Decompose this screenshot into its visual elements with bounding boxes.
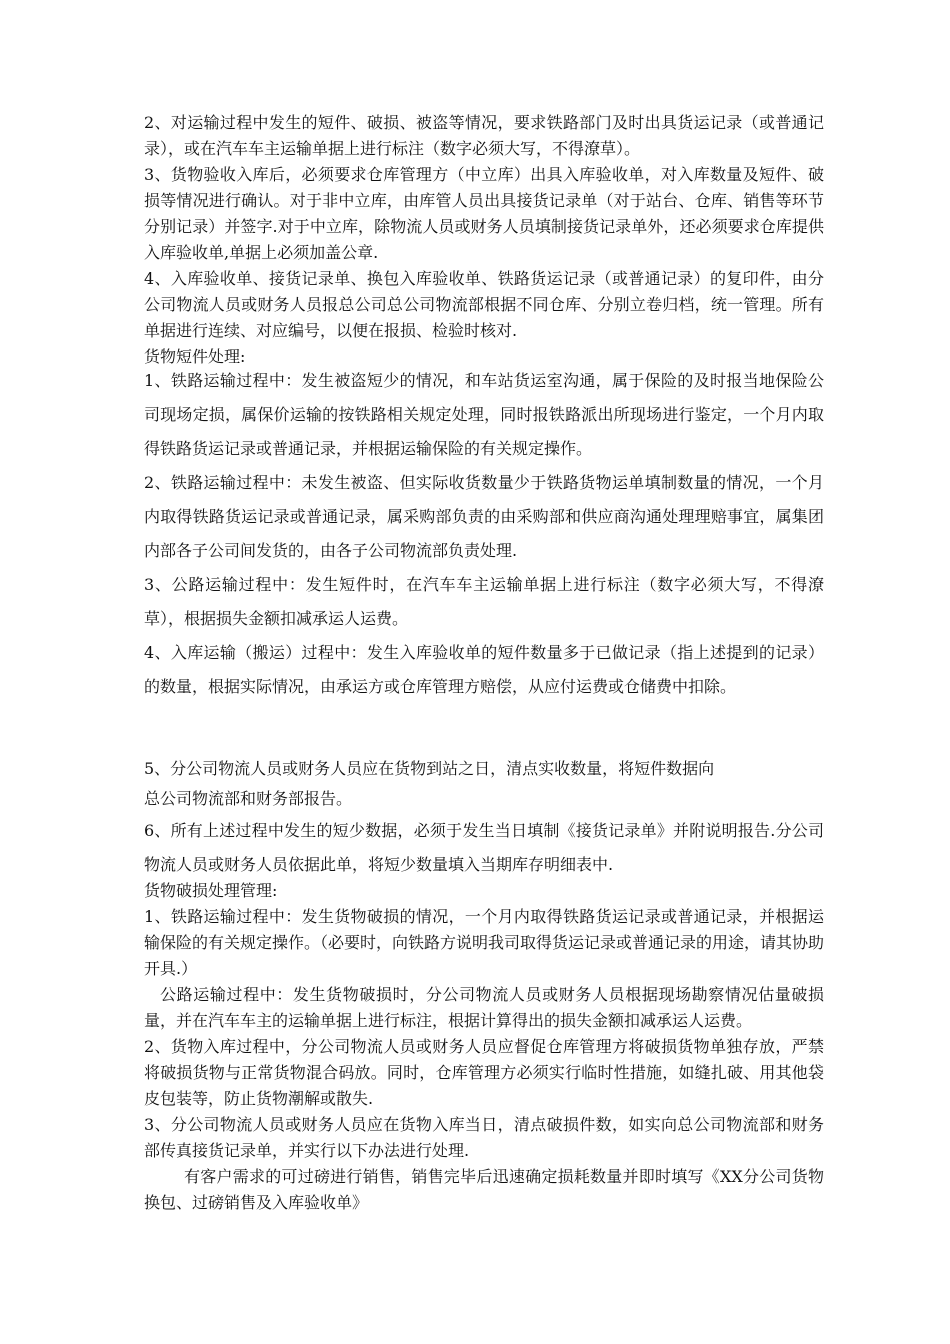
short-item-2: 2、铁路运输过程中：未发生被盗、但实际收货数量少于铁路货物运单填制数量的情况，一个月内取得铁路货运记录或普通记录，属采购部负责的由采购部和供应商沟通处理理赔事宜，属集团内部各子公司间发货的，由各子公司物流部负责处理. — [144, 473, 824, 560]
damage-item-3: 3、分公司物流人员或财务人员应在货物入库当日，清点破损件数，如实向总公司物流部和财务部传真接货记录单，并实行以下办法进行处理. — [144, 1115, 824, 1160]
damage-item-2: 2、货物入库过程中，分公司物流人员或财务人员应督促仓库管理方将破损货物单独存放，严禁将破损货物与正常货物混合码放。同时，仓库管理方必须实行临时性措施，如缝扎破、用其他袋皮包装等，防止货物潮解或散失. — [144, 1037, 824, 1108]
short-item-5-block — [144, 754, 824, 814]
short-item-5-line-1: 5、分公司物流人员或财务人员应在货物到站之日，清点实收数量，将短件数据向 — [144, 759, 715, 778]
paragraph-item-4: 4、入库验收单、接货记录单、换包入库验收单、铁路货运记录（或普通记录）的复印件，由分公司物流人员或财务人员报总公司总公司物流部根据不同仓库、分别立卷归档，统一管理。所有单据进行连续、对应编号，以便在报损、检验时核对. — [144, 269, 824, 340]
short-item-6: 6、所有上述过程中发生的短少数据，必须于发生当日填制《接货记录单》并附说明报告.分公司物流人员或财务人员依据此单，将短少数量填入当期库存明细表中. — [144, 821, 824, 874]
short-item-3: 3、公路运输过程中：发生短件时，在汽车车主运输单据上进行标注（数字必须大写，不得潦草），根据损失金额扣减承运人运费。 — [144, 575, 824, 628]
short-item-1: 1、铁路运输过程中：发生被盗短少的情况，和车站货运室沟通，属于保险的及时报当地保险公司现场定损，属保价运输的按铁路相关规定处理，同时报铁路派出所现场进行鉴定，一个月内取得铁路货运记录或普通记录，并根据运输保险的有关规定操作。 — [144, 371, 824, 458]
heading-short-items: 货物短件处理: — [144, 347, 246, 366]
short-item-5-line-2: 总公司物流部和财务部报告。 — [144, 789, 353, 808]
intro-block — [144, 110, 824, 370]
damage-item-1: 1、铁路运输过程中：发生货物破损的情况，一个月内取得铁路货运记录或普通记录，并根据运输保险的有关规定操作。（必要时，向铁路方说明我司取得货运记录或普通记录的用途，请其协助开具.） — [144, 907, 825, 978]
heading-damage: 货物破损处理管理: — [144, 881, 278, 900]
damage-road: 公路运输过程中：发生货物破损时，分公司物流人员或财务人员根据现场勘察情况估量破损量，并在汽车车主的运输单据上进行标注，根据计算得出的损失金额扣减承运人运费。 — [144, 985, 824, 1030]
short-item-4: 4、入库运输（搬运）过程中：发生入库验收单的短件数量多于已做记录（指上述提到的记录）的数量，根据实际情况，由承运方或仓库管理方赔偿，从应付运费或仓储费中扣除。 — [144, 643, 824, 696]
short-item-6-block — [144, 814, 824, 882]
damage-block — [144, 878, 824, 1216]
paragraph-item-3: 3、货物验收入库后，必须要求仓库管理方（中立库）出具入库验收单，对入库数量及短件、破损等情况进行确认。对于非中立库，由库管人员出具接货记录单（对于站台、仓库、销售等环节分别记录）并签字.对于中立库，除物流人员或财务人员填制接货记录单外，还必须要求仓库提供入库验收单,单据上必须加盖公章. — [144, 165, 824, 262]
paragraph-item-2: 2、对运输过程中发生的短件、破损、被盗等情况，要求铁路部门及时出具货运记录（或普通记录），或在汽车车主运输单据上进行标注（数字必须大写，不得潦草）。 — [144, 113, 824, 158]
short-items-block — [144, 364, 824, 704]
damage-sale: 有客户需求的可过磅进行销售，销售完毕后迅速确定损耗数量并即时填写《XX分公司货物换包、过磅销售及入库验收单》 — [144, 1167, 824, 1212]
